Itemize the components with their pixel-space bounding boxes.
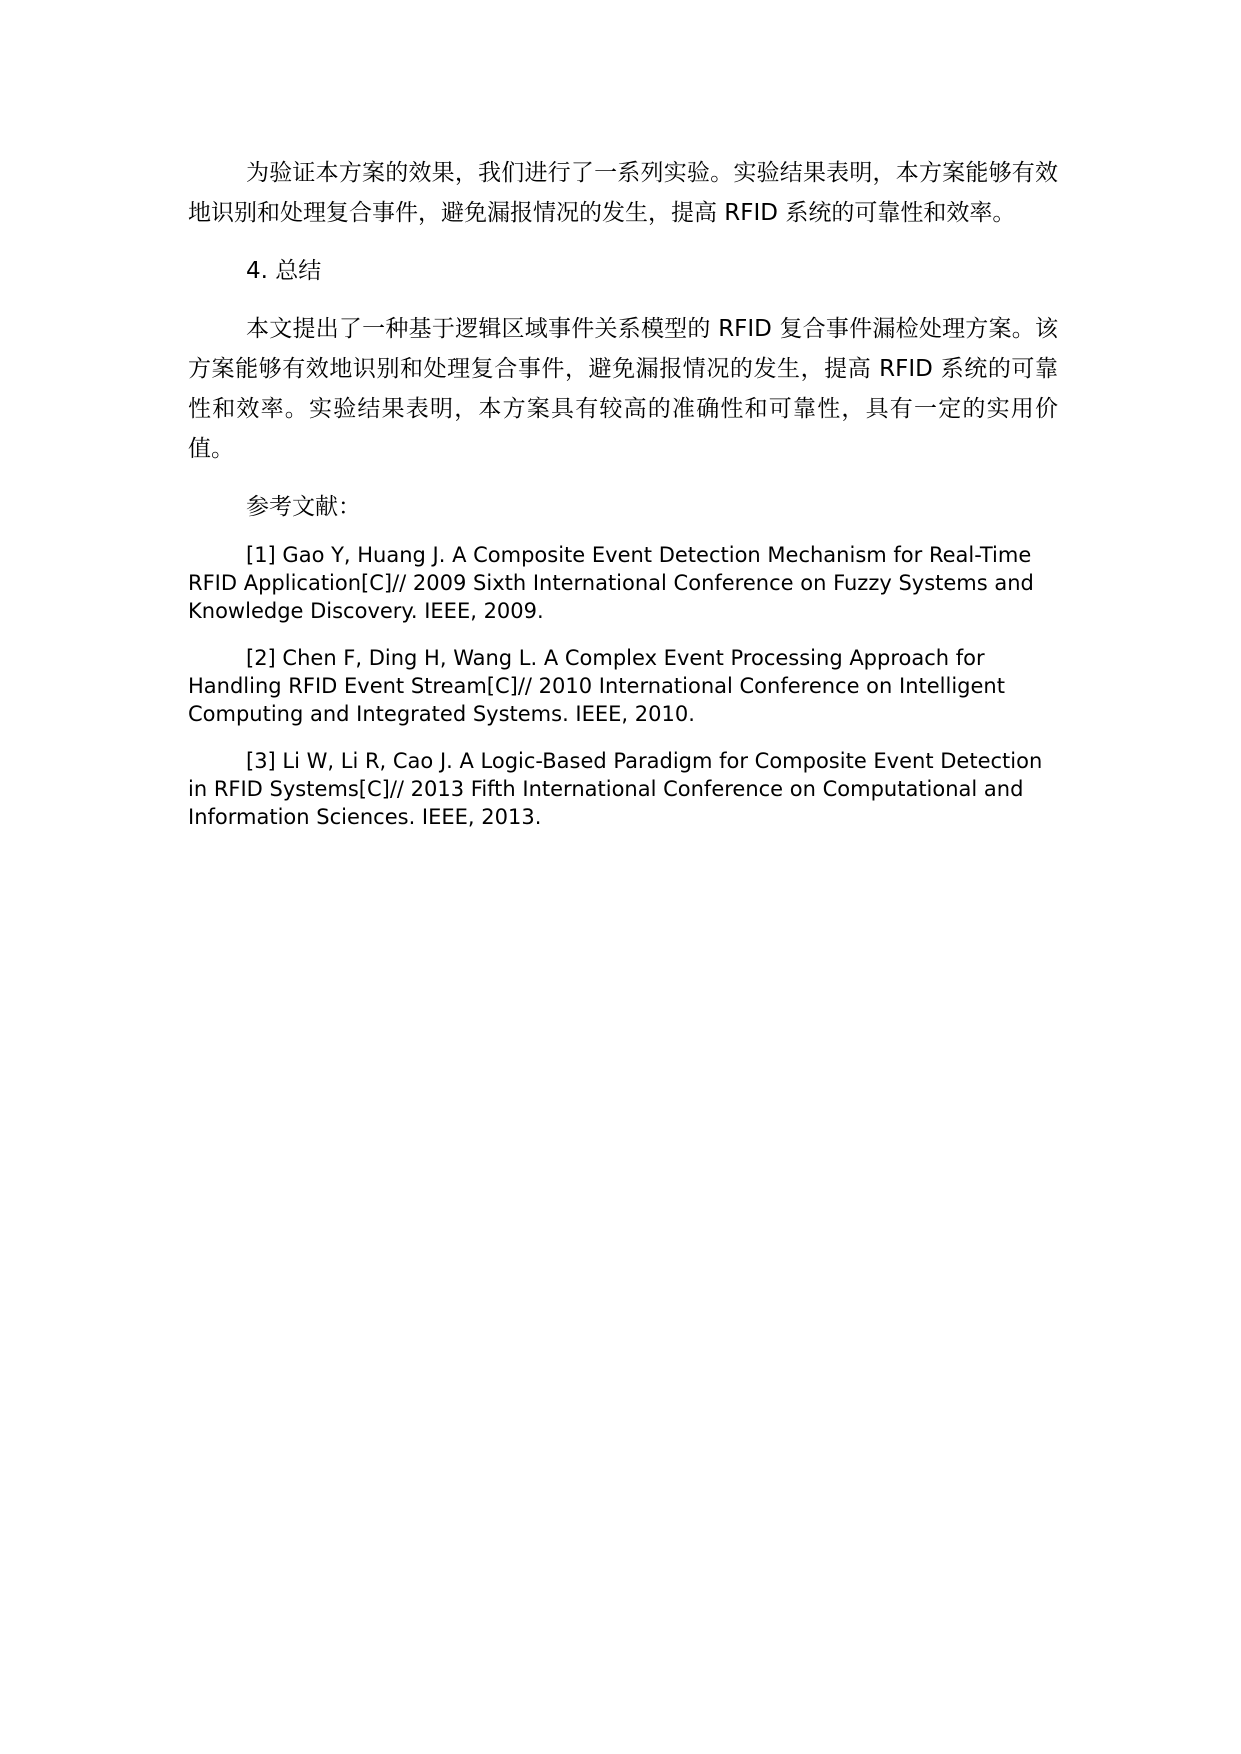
results-paragraph: 为验证本方案的效果，我们进行了一系列实验。实验结果表明，本方案能够有效地识别和处理复合事件，避免漏报情况的发生，提高 RFID 系统的可靠性和效率。 <box>188 160 1058 226</box>
section-heading: 4. 总结 <box>246 258 322 284</box>
reference-item: [3] Li W, Li R, Cao J. A Logic-Based Paradigm for Composite Event Detection in RFID Systems[C]// 2013 Fifth International Conference on Computational and Information Sciences. IEEE, 2013. <box>188 749 1043 829</box>
document-body <box>188 153 1058 850</box>
summary-paragraph: 本文提出了一种基于逻辑区域事件关系模型的 RFID 复合事件漏检处理方案。该方案能够有效地识别和处理复合事件，避免漏报情况的发生，提高 RFID 系统的可靠性和效率。实验结果表明，本方案具有较高的准确性和可靠性，具有一定的实用价值。 <box>188 316 1058 462</box>
reference-item: [2] Chen F, Ding H, Wang L. A Complex Event Processing Approach for Handling RFID Event Stream[C]// 2010 International Conference on Intelligent Computing and Integrated Systems. IEEE, 2010. <box>188 646 1005 726</box>
references-heading: 参考文献： <box>246 494 361 520</box>
reference-item: [1] Gao Y, Huang J. A Composite Event Detection Mechanism for Real-Time RFID Application[C]// 2009 Sixth International Conference on Fuzzy Systems and Knowledge Discovery. IEEE, 2009. <box>188 543 1034 623</box>
reference-list <box>188 541 1058 831</box>
